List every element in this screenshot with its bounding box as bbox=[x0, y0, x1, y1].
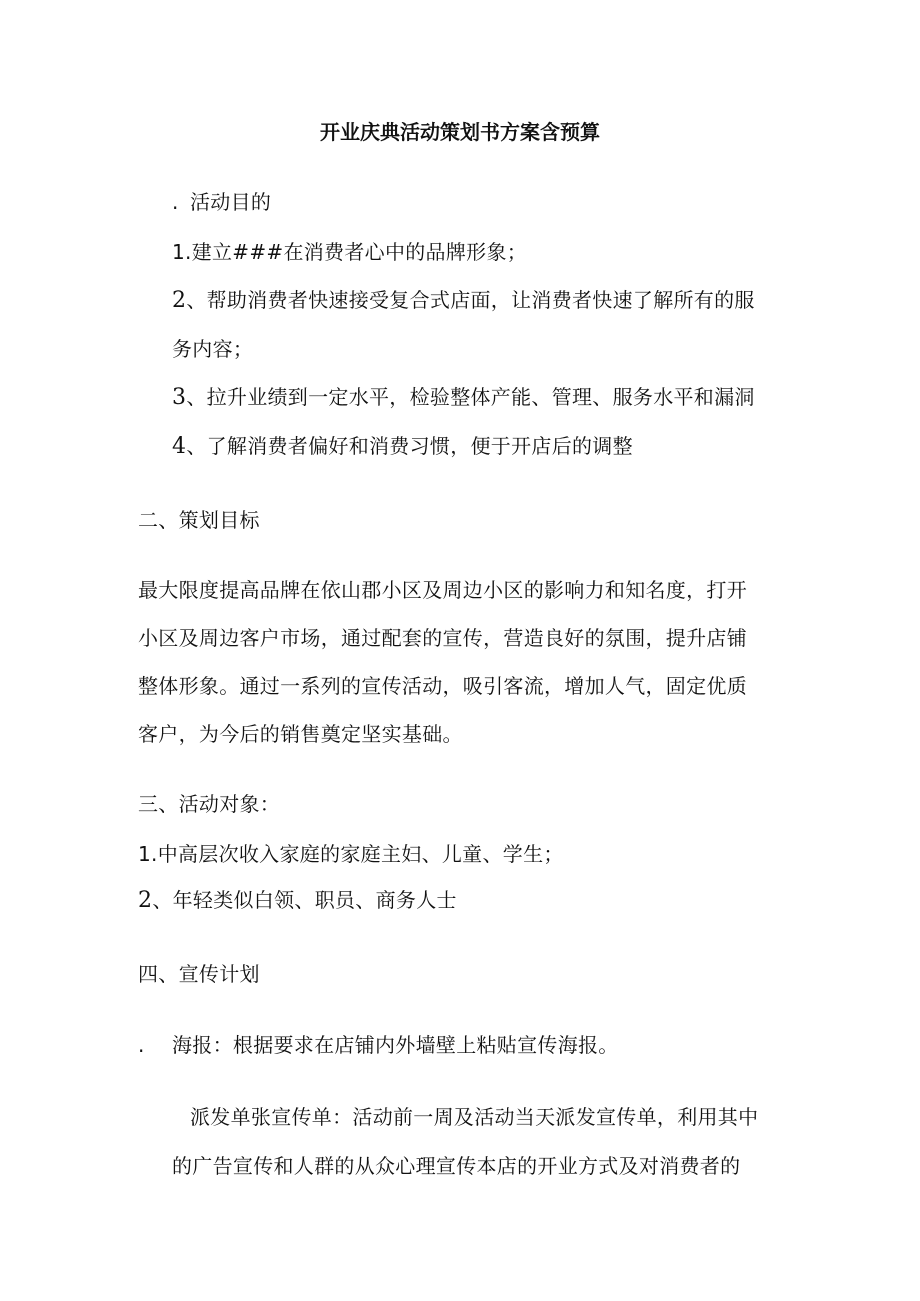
section2-heading: 二、策划目标 bbox=[138, 508, 260, 532]
section4-bullet-text: 海报：根据要求在店铺内外墙壁上粘贴宣传海报。 bbox=[172, 1033, 619, 1057]
section1-item-4 bbox=[172, 432, 633, 461]
item-number: 2 bbox=[172, 288, 187, 313]
item-text: 务内容； bbox=[172, 337, 254, 361]
section1-item-3 bbox=[172, 383, 755, 412]
section3-item-2 bbox=[138, 886, 457, 915]
item-text: 、了解消费者偏好和消费习惯，便于开店后的调整 bbox=[186, 434, 633, 458]
section4-bullet-marker: . bbox=[138, 1033, 145, 1057]
section4-para-line-1: 派发单张宣传单：活动前一周及活动当天派发宣传单，利用其中 bbox=[190, 1105, 759, 1129]
item-number: 4 bbox=[172, 434, 187, 459]
item-number: 1. bbox=[138, 842, 158, 866]
section4-para-line-2: 的广告宣传和人群的从众心理宣传本店的开业方式及对消费者的 bbox=[172, 1154, 741, 1178]
section3-item-1 bbox=[138, 840, 564, 868]
section1-item-1 bbox=[172, 238, 527, 266]
item-number: 2 bbox=[138, 888, 153, 913]
section1-marker: . bbox=[172, 190, 179, 214]
section1-heading: 活动目的 bbox=[190, 190, 272, 214]
section2-para-line-1: 最大限度提高品牌在依山郡小区及周边小区的影响力和知名度，打开 bbox=[138, 578, 747, 602]
section2-para-line-2: 小区及周边客户市场，通过配套的宣传，营造良好的氛围，提升店铺 bbox=[138, 626, 747, 650]
item-text: 建立###在消费者心中的品牌形象； bbox=[191, 240, 528, 264]
section3-heading: 三、活动对象： bbox=[138, 792, 281, 816]
section1-item-2 bbox=[172, 286, 755, 315]
item-text: 、年轻类似白领、职员、商务人士 bbox=[152, 888, 457, 912]
item-text: 、帮助消费者快速接受复合式店面，让消费者快速了解所有的服 bbox=[186, 288, 755, 312]
section2-para-line-3: 整体形象。通过一系列的宣传活动，吸引客流，增加人气，固定优质 bbox=[138, 674, 747, 698]
section4-heading: 四、宣传计划 bbox=[138, 962, 260, 986]
item-text: 、拉升业绩到一定水平，检验整体产能、管理、服务水平和漏洞 bbox=[186, 385, 755, 409]
document-title: 开业庆典活动策划书方案含预算 bbox=[320, 120, 600, 144]
item-text: 中高层次收入家庭的家庭主妇、儿童、学生； bbox=[157, 842, 564, 866]
section1-heading-line bbox=[172, 188, 271, 216]
section1-item-2-cont bbox=[172, 335, 253, 363]
item-number: 3 bbox=[172, 385, 187, 410]
item-number: 1. bbox=[172, 240, 192, 264]
section2-para-line-4: 客户，为今后的销售奠定坚实基础。 bbox=[138, 722, 463, 746]
